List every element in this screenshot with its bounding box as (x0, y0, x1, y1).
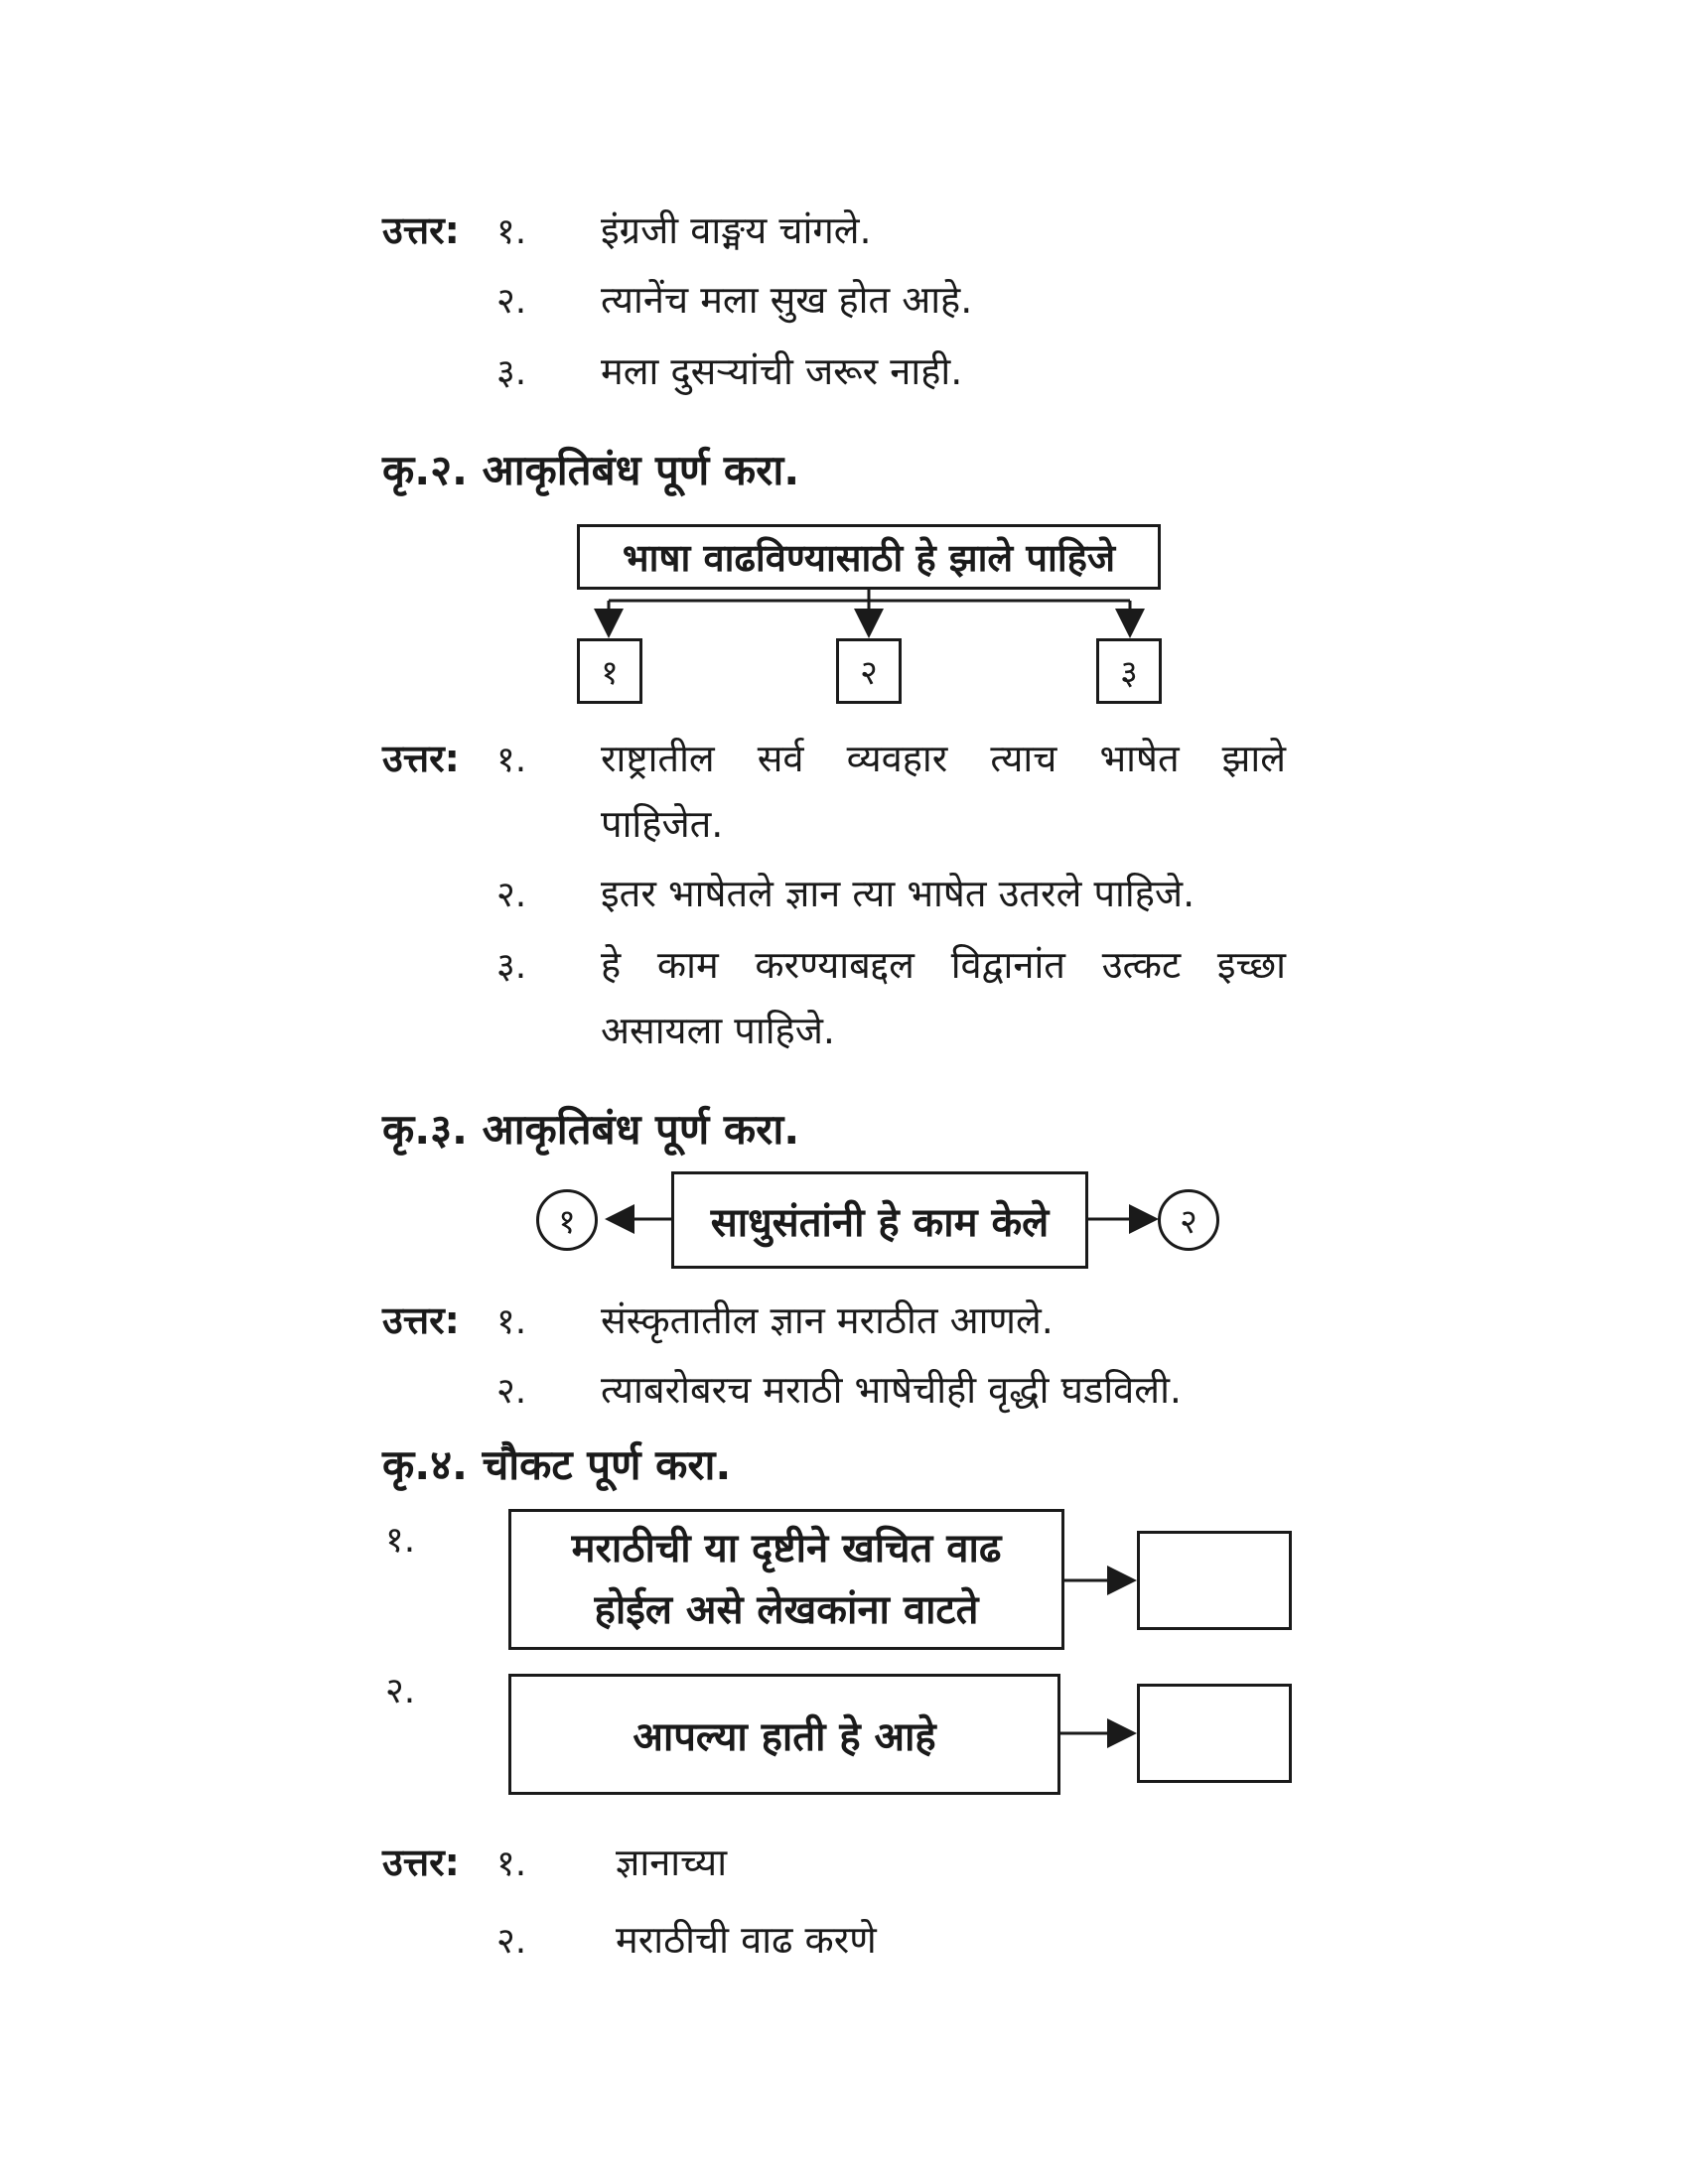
answer-text: संस्कृतातील ज्ञान मराठीत आणले. (601, 1298, 1054, 1342)
answer-label: उत्तर: (382, 1841, 460, 1884)
answer-number: १. (496, 211, 527, 252)
answer-text: मला दुसऱ्यांची जरूर नाही. (601, 349, 963, 393)
answer-text: ज्ञानाच्या (616, 1841, 728, 1884)
item-number: २. (385, 1671, 416, 1711)
answer-number: १. (496, 740, 527, 780)
diagram-box-2: २ (836, 638, 902, 704)
answer-text: इंग्रजी वाङ्मय चांगले. (601, 208, 872, 252)
answer-number: २. (496, 1371, 527, 1412)
answer-blank-box-2 (1137, 1684, 1292, 1783)
diagram-circle-2: २ (1158, 1189, 1219, 1251)
answer-number: २. (496, 281, 527, 322)
answer-text: राष्ट्रातील सर्व व्यवहार त्याच भाषेत झाले (601, 737, 1286, 780)
answer-blank-box-1 (1137, 1531, 1292, 1630)
answer-label: उत्तर: (382, 208, 460, 252)
answer-number: १. (496, 1843, 527, 1884)
answer-text-continued: पाहिजेत. (601, 802, 724, 846)
answer-text: मराठीची वाढ करणे (616, 1918, 877, 1962)
diagram-box-3: ३ (1096, 638, 1162, 704)
diagram-circle-1: १ (536, 1189, 598, 1251)
answer-text: त्यानेंच मला सुख होत आहे. (601, 278, 973, 322)
answer-number: २. (496, 875, 527, 915)
answer-label: उत्तर: (382, 1298, 460, 1342)
diagram-top-box: भाषा वाढविण्यासाठी हे झाले पाहिजे (577, 524, 1161, 590)
prompt-box-2: आपल्या हाती हे आहे (508, 1674, 1060, 1795)
diagram-box-1: १ (577, 638, 642, 704)
answer-text: हे काम करण्याबद्दल विद्वानांत उत्कट इच्छा (601, 943, 1286, 987)
answer-number: ३. (496, 352, 527, 393)
prompt-box-line: मराठीची या दृष्टीने खचित वाढ (571, 1526, 1002, 1571)
diagram-center-box: साधुसंतांनी हे काम केले (671, 1171, 1088, 1269)
answer-text: त्याबरोबरच मराठी भाषेचीही वृद्धी घडविली. (601, 1368, 1182, 1412)
question-heading: कृ.३. आकृतिबंध पूर्ण करा. (382, 1105, 800, 1154)
question-heading: कृ.२. आकृतिबंध पूर्ण करा. (382, 446, 800, 494)
question-heading: कृ.४. चौकट पूर्ण करा. (382, 1440, 732, 1489)
item-number: १. (385, 1520, 416, 1561)
prompt-box-line: होईल असे लेखकांना वाटते (594, 1587, 979, 1633)
answer-number: ३. (496, 946, 527, 987)
answer-label: उत्तर: (382, 737, 460, 780)
answer-text: इतर भाषेतले ज्ञान त्या भाषेत उतरले पाहिजे. (601, 872, 1196, 915)
answer-text-continued: असायला पाहिजे. (601, 1009, 836, 1052)
answer-number: १. (496, 1301, 527, 1342)
prompt-box-1 (508, 1509, 1064, 1650)
answer-number: २. (496, 1921, 527, 1962)
